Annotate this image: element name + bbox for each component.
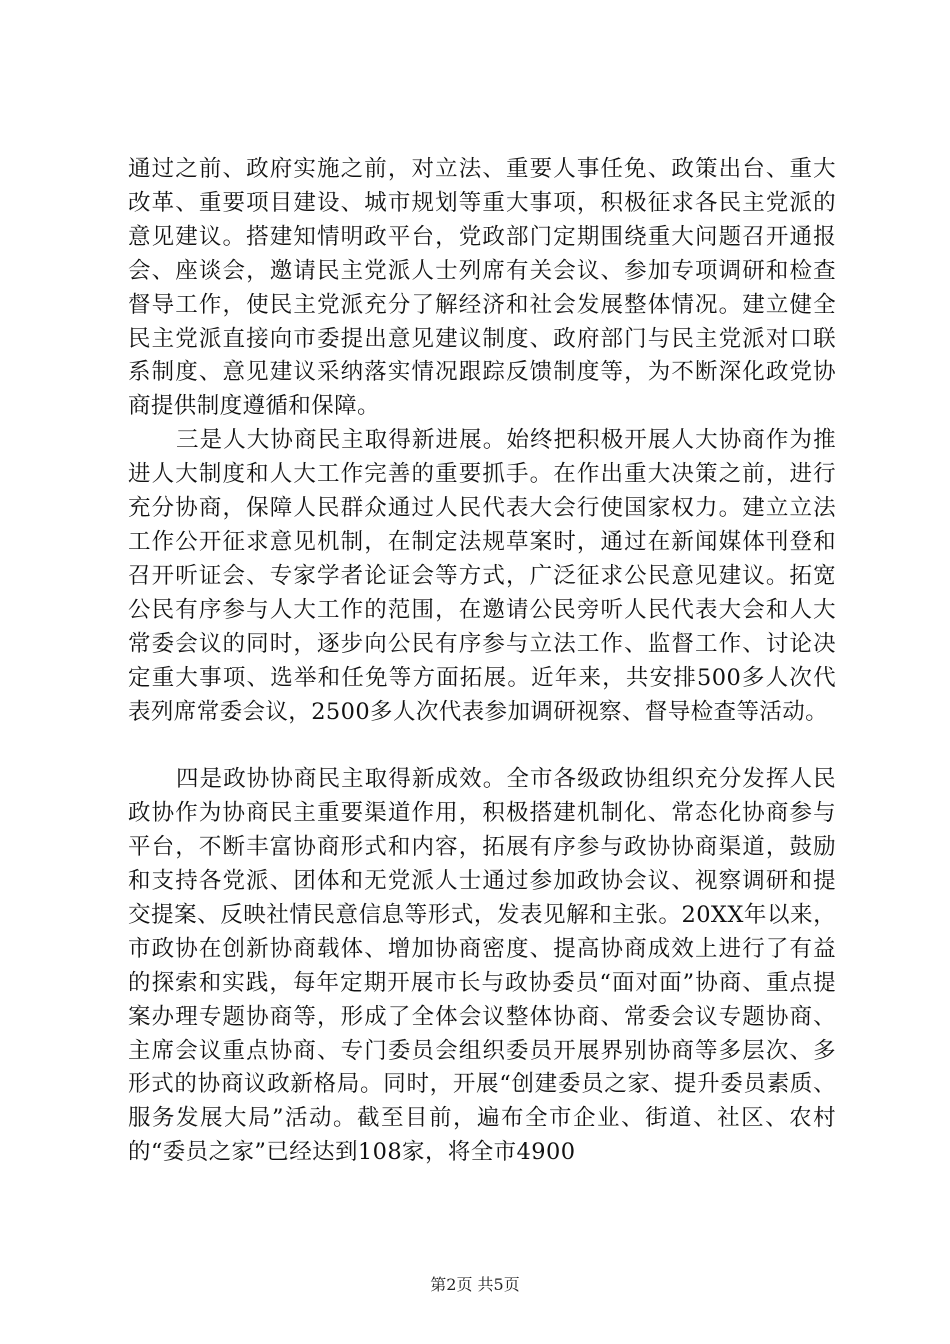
paragraph-continuation: 通过之前、政府实施之前，对立法、重要人事任免、政策出台、重大改革、重要项目建设、城市规划等重大事项，积极征求各民主党派的意见建议。搭建知情明政平台，党政部门定期围绕重大问题召开通报会、座谈会，邀请民主党派人士列席有关会议、参加专项调研和检查督导工作，使民主党派充分了解经济和社会发展整体情况。建立健全民主党派直接向市委提出意见建议制度、政府部门与民主党派对口联系制度、意见建议采纳落实情况跟踪反馈制度等，为不断深化政党协商提供制度遵循和保障。 [128,156,836,420]
document-body [128,153,836,1170]
page-number-footer: 第2页 共5页 [430,1275,520,1294]
paragraph-spacer [128,729,836,763]
paragraph-cppcc: 四是政协协商民主取得新成效。全市各级政协组织充分发挥人民政协作为协商民主重要渠道作用，积极搭建机制化、常态化协商参与平台，不断丰富协商形式和内容，拓展有序参与政协协商渠道，鼓励和支持各党派、团体和无党派人士通过参加政协会议、视察调研和提交提案、反映社情民意信息等形式，发表见解和主张。20XX年以来，市政协在创新协商载体、增加协商密度、提高协商成效上进行了有益的探索和实践，每年定期开展市长与政协委员“面对面”协商、重点提案办理专题协商等，形成了全体会议整体协商、常委会议专题协商、主席会议重点协商、专门委员会组织委员开展界别协商等多层次、多形式的协商议政新格局。同时，开展“创建委员之家、提升委员素质、服务发展大局”活动。截至目前，遍布全市企业、街道、社区、农村的“委员之家”已经达到108家，将全市4900 [128,766,836,1166]
paragraph-people-congress: 三是人大协商民主取得新进展。始终把积极开展人大协商作为推进人大制度和人大工作完善的重要抓手。在作出重大决策之前，进行充分协商，保障人民群众通过人民代表大会行使国家权力。建立立法工作公开征求意见机制，在制定法规草案时，通过在新闻媒体刊登和召开听证会、专家学者论证会等方式，广泛征求公民意见建议。拓宽公民有序参与人大工作的范围，在邀请公民旁听人民代表大会和人大常委会议的同时，逐步向公民有序参与立法工作、监督工作、讨论决定重大事项、选举和任免等方面拓展。近年来，共安排500多人次代表列席常委会议，2500多人次代表参加调研视察、督导检查等活动。 [128,427,836,725]
